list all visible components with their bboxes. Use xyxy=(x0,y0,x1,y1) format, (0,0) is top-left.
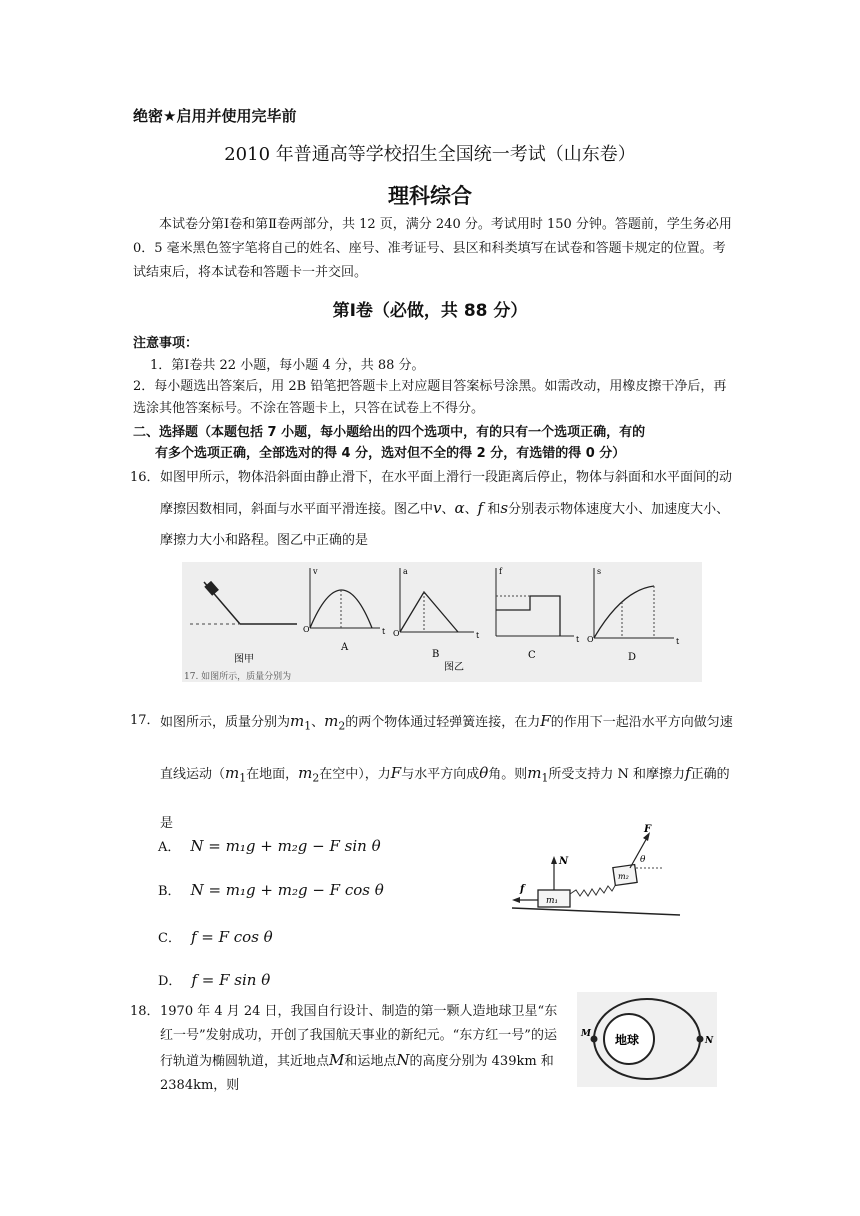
notes-heading: 注意事项： xyxy=(133,336,199,351)
section2-line2: 有多个选项正确，全部选对的得 4 分，选对但不全的得 2 分，有选错的得 0 分） xyxy=(155,446,626,461)
option-formula: N = m₁g + m₂g − F sin θ xyxy=(190,837,381,855)
option-b xyxy=(158,880,384,899)
force-F-label: F xyxy=(644,824,652,835)
var-theta: θ xyxy=(479,763,489,782)
graph-label-d: D xyxy=(628,652,637,663)
q17-t9: 所 xyxy=(548,766,562,782)
graph-label-a: A xyxy=(341,642,349,653)
origin-label: O xyxy=(587,635,594,644)
conj: 和 xyxy=(483,502,501,517)
option-a xyxy=(158,836,381,855)
var-alpha: α xyxy=(454,499,465,517)
earth-label: 地球 xyxy=(615,1033,640,1047)
option-label: C． xyxy=(158,931,181,946)
force-N-label: N xyxy=(559,856,569,867)
q18-t1: 1970 年 4 月 24 日，我国自行设计、制造的第一颗人造地球卫星“东红一号”发射成功，开创了我国航天事业的新纪元。“东方红一号”的运行轨道为椭圆轨道，其近地点 xyxy=(160,1004,558,1069)
sub: 1 xyxy=(541,771,549,785)
q17-t6: 在空中），力 xyxy=(319,766,391,782)
q16-figure xyxy=(182,562,702,682)
question-text xyxy=(133,1000,563,1098)
graph-label-c: C xyxy=(528,650,536,661)
q17-t11: 正确的是 xyxy=(160,766,730,832)
fig-jia-label: 图甲 xyxy=(234,654,254,665)
intro-paragraph: 本试卷分第Ⅰ卷和第Ⅱ卷两部分，共 12 页，满分 240 分。考试用时 150 分钟。答题前，学生务必用 0．5 毫米黑色签字笔将自己的姓名、座号、准考证号、县区和科类填写在试卷和答题卡规定的位置。考试结束后，将本试卷和答题卡一并交回。 xyxy=(133,217,732,280)
var-M: M xyxy=(329,1051,345,1069)
var-F: F xyxy=(540,712,551,730)
section2-line1: 二、选择题（本题包括 7 小题，每小题给出的四个选项中，有的只有一个选项正确，有的 xyxy=(133,425,646,440)
question-number: 17． xyxy=(130,713,160,728)
var-f: f xyxy=(685,763,691,782)
note-1: 1．第Ⅰ卷共 22 小题，每小题 4 分，共 88 分。 xyxy=(150,358,425,373)
q17-figure xyxy=(480,820,695,920)
sep: 、 xyxy=(441,502,455,517)
section2-instructions xyxy=(133,422,733,464)
q16-text-b: 分别表示物体速度大小、加速度大小、摩擦力大小和路程。图乙中正确的是 xyxy=(160,502,730,548)
fig-yi-label: 图乙 xyxy=(444,662,464,673)
q18-figure xyxy=(577,992,717,1087)
option-d xyxy=(158,970,270,989)
cut-text: 17. 如图所示，质量分别为 xyxy=(184,672,292,682)
option-formula: N = m₁g + m₂g − F cos θ xyxy=(190,881,384,899)
sub: 2 xyxy=(312,771,320,785)
section1-title: 第Ⅰ卷（必做，共 88 分） xyxy=(332,301,528,321)
var-f: f xyxy=(477,499,484,517)
var-m: m xyxy=(298,763,313,782)
option-label: A． xyxy=(158,840,181,855)
q17-t1: 如图所示，质量分别为 xyxy=(160,715,291,730)
subject-title: 理科综合 xyxy=(388,184,472,208)
origin-label: O xyxy=(303,625,310,634)
var-F: F xyxy=(390,763,402,782)
m1-label: m₁ xyxy=(546,896,559,906)
t-axis-label: t xyxy=(676,637,680,646)
option-formula: f = F sin θ xyxy=(191,971,271,989)
t-axis-label: t xyxy=(476,631,480,640)
sub: 1 xyxy=(304,719,312,733)
question-number: 18． xyxy=(130,1004,160,1019)
origin-label: O xyxy=(393,629,400,638)
question-text xyxy=(133,462,733,556)
q18-t2: 和运地点 xyxy=(344,1054,397,1069)
option-c xyxy=(158,927,273,946)
q17-t10: 受支持力 N 和摩擦力 xyxy=(561,766,686,782)
m2-label: m₂ xyxy=(618,872,629,881)
point-N-label: N xyxy=(705,1036,714,1046)
y-axis-label: v xyxy=(313,567,318,576)
force-f-label: f xyxy=(520,884,525,895)
t-axis-label: t xyxy=(382,627,386,636)
sub: 2 xyxy=(338,719,346,733)
question-18 xyxy=(130,1000,563,1098)
q17-t4: 水平方向做匀速直线运动（ xyxy=(160,715,733,782)
option-label: B． xyxy=(158,884,181,899)
q17-t3: 的作用下一起沿 xyxy=(550,715,642,730)
var-m: m xyxy=(290,712,305,730)
t-axis-label: t xyxy=(576,635,580,644)
var-m: m xyxy=(225,763,240,782)
sub: 1 xyxy=(239,771,247,785)
y-axis-label: s xyxy=(597,567,602,576)
q17-t7: 与水平方向成 xyxy=(401,766,480,782)
var-m: m xyxy=(324,712,339,730)
q18-t3: 的高度分别为 439km 和 2384km，则 xyxy=(160,1054,554,1093)
q17-t2: 的两个物体通过轻弹簧连接，在力 xyxy=(345,715,541,730)
q16-text-a: 如图甲所示，物体沿斜面由静止滑下，在水平面上滑行一段距离后停止，物体与斜面和水平面间的动摩擦因数相同，斜面与水平面平滑连接。图乙中 xyxy=(160,470,733,517)
sep: 、 xyxy=(464,502,478,517)
note-2: 2．每小题选出答案后，用 2B 铅笔把答题卡上对应题目答案标号涂黑。如需改动，用橡皮擦干净后，再选涂其他答案标号。不涂在答题卡上，只答在试卷上不得分。 xyxy=(133,379,727,416)
y-axis-label: a xyxy=(403,567,408,576)
q17-t5: 在地面， xyxy=(246,766,299,782)
question-16 xyxy=(130,462,733,556)
var-N: N xyxy=(396,1051,410,1069)
y-axis-label: f xyxy=(499,567,502,576)
var-v: v xyxy=(433,499,442,517)
option-formula: f = F cos θ xyxy=(190,928,273,946)
graph-label-b: B xyxy=(432,649,440,660)
question-number: 16． xyxy=(130,470,160,485)
option-label: D． xyxy=(158,974,182,989)
var-s: s xyxy=(500,499,509,517)
q17-t8: 角。则 xyxy=(488,766,528,782)
theta-label: θ xyxy=(640,855,646,865)
var-m: m xyxy=(527,763,542,782)
point-M-label: M xyxy=(581,1029,591,1039)
confidential-label: 绝密★启用并使用完毕前 xyxy=(133,107,297,125)
exam-title: 2010 年普通高等学校招生全国统一考试（山东卷） xyxy=(224,144,636,165)
sep: 、 xyxy=(311,715,325,730)
